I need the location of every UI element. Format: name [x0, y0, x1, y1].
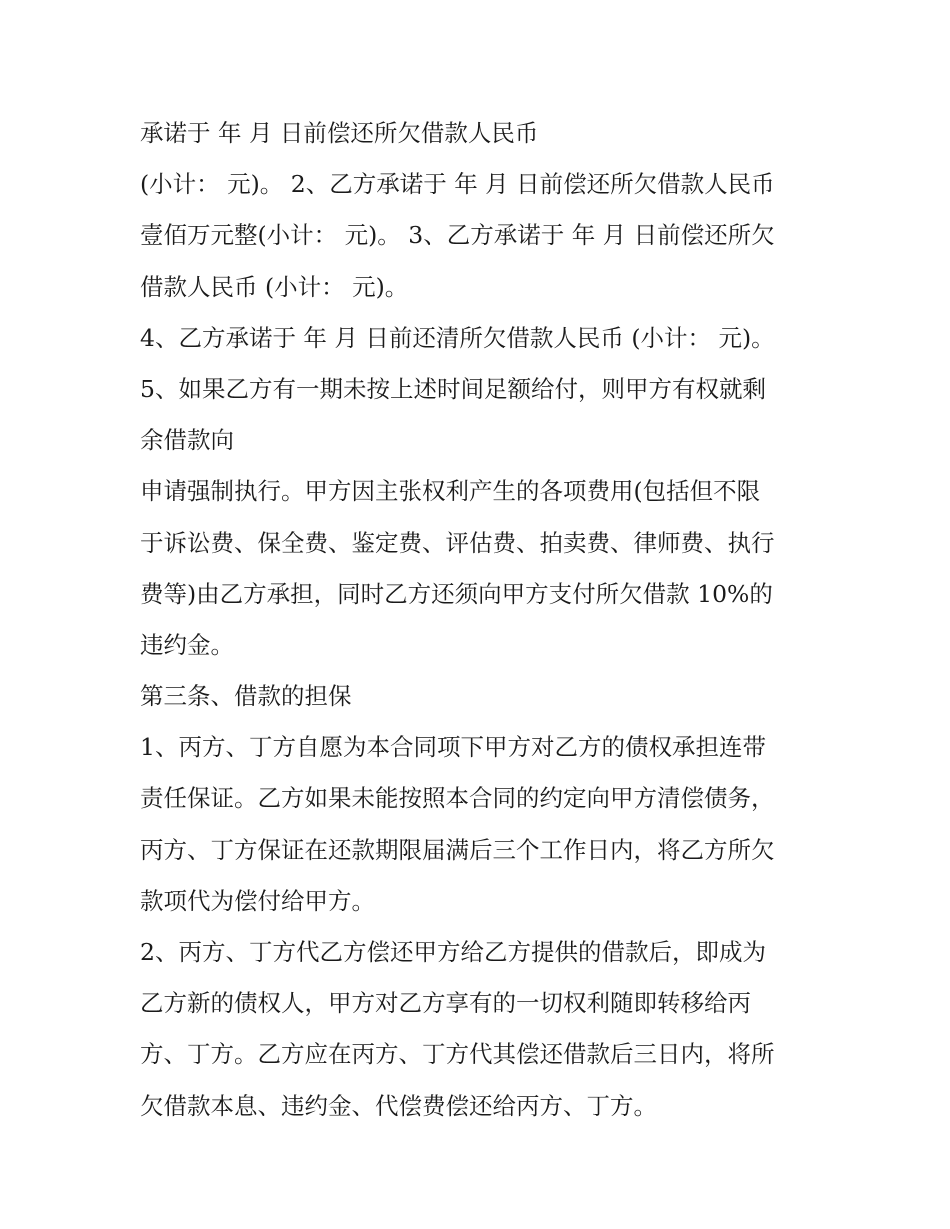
text-line: 欠借款本息、违约金、代偿费偿还给丙方、丁方。: [140, 1091, 657, 1120]
text-line: 费等)由乙方承担，同时乙方还须向甲方支付所欠借款 10%的: [140, 579, 773, 608]
text-line: 责任保证。乙方如果未能按照本合同的约定向甲方清偿债务，: [140, 784, 775, 813]
text-line: 方、丁方。乙方应在丙方、丁方代其偿还借款后三日内，将所: [140, 1040, 775, 1069]
text-line: 2、丙方、丁方代乙方偿还甲方给乙方提供的借款后，即成为: [140, 938, 766, 966]
text-line: 借款人民币 (小计： 元)。: [140, 272, 409, 301]
text-line: 乙方新的债权人，甲方对乙方享有的一切权利随即转移给丙: [140, 989, 751, 1018]
text-line: 违约金。: [140, 630, 234, 659]
text-line: (小计： 元)。 2、乙方承诺于 年 月 日前偿还所欠借款人民币: [140, 170, 775, 199]
text-line: 壹佰万元整(小计： 元)。 3、乙方承诺于 年 月 日前偿还所欠: [140, 221, 775, 250]
text-line: 5、如果乙方有一期未按上述时间足额给付，则甲方有权就剩: [140, 374, 766, 403]
section-heading: 第三条、借款的担保: [140, 682, 352, 711]
text-line: 1、丙方、丁方自愿为本合同项下甲方对乙方的债权承担连带: [140, 733, 766, 762]
text-line: 余借款向: [140, 426, 234, 455]
text-line: 款项代为偿付给甲方。: [140, 886, 375, 915]
text-line: 申请强制执行。甲方因主张权利产生的各项费用(包括但不限: [140, 477, 761, 506]
text-line: 承诺于 年 月 日前偿还所欠借款人民币: [140, 119, 539, 147]
document-page: [140, 108, 830, 1132]
text-line: 于诉讼费、保全费、鉴定费、评估费、拍卖费、律师费、执行: [140, 528, 775, 557]
text-line: 丙方、丁方保证在还款期限届满后三个工作日内，将乙方所欠: [140, 835, 775, 864]
text-line: 4、乙方承诺于 年 月 日前还清所欠借款人民币 (小计： 元)。: [140, 323, 775, 352]
